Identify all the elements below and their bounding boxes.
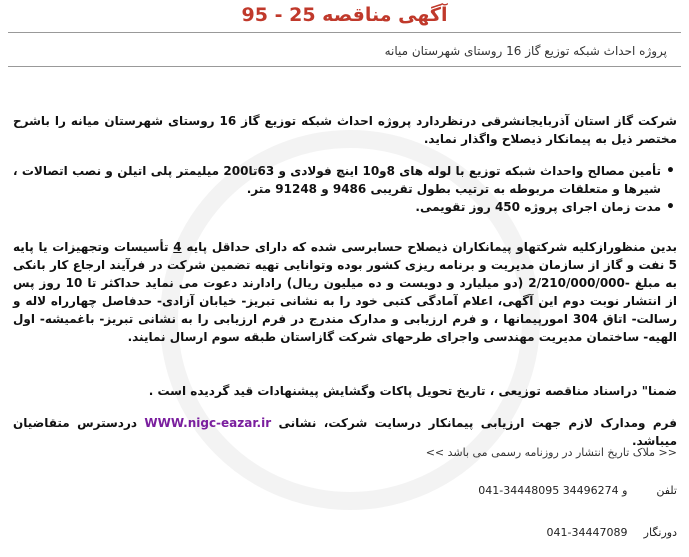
fax-value: 041-34447089	[546, 526, 628, 539]
phone-row	[478, 484, 677, 497]
list-item	[13, 198, 677, 216]
forms-text-start: فرم ومدارک لازم جهت ارزیابی پیمانکار درسایت شرکت، نشانی	[278, 416, 677, 430]
title-divider	[8, 32, 681, 33]
documents-notice: ضمنا" دراسناد مناقصه توزیعی ، تاریخ تحویل پاکات وگشایش پیشنهادات قید گردیده است .	[148, 384, 677, 398]
phone-value: 041-34448095 و 34496274	[478, 484, 628, 497]
scope-list	[13, 162, 677, 216]
eligibility-text-end: تأسیسات وتجهیزات یا پایه 5 نفت و گاز از سازمان مدیریت و برنامه ریزی کشور بوده وتوانایی تهیه تضمین شرکت در فرآیند ارجاع کار بانکی به مبلغ -2/210/000/000 (دو میلیارد و دویست و ده میلیون ریال) رادارند دعوت می نماید حداکثر تا 10 روز پس از انتشار نوبت دوم این آگهی، اعلام آمادگی کتبی خود را به نشانی تبریز- خیابان آزادی- حدفاصل چهارراه لاله و رسالت- اتاق 304 امورپیمانها ، و فرم ارزیابی و مدارک مندرج در فرم ارزیابی را به نشانی تبریز- باغمیشه- اول الهیه- ساختمان مدیریت مهندسی واجرای طرحهای شرکت گازاستان طبقه سوم ارسال نمایند.	[13, 240, 677, 344]
page-title: آگهی مناقصه 25 - 95	[241, 4, 448, 26]
eligibility-grade: 4	[173, 240, 182, 254]
fax-row	[547, 526, 677, 539]
company-website-link[interactable]: WWW.nigc-eazar.ir	[144, 416, 272, 430]
bullet-icon: •	[666, 199, 675, 215]
fax-label: دورنگار	[643, 526, 677, 539]
phone-label: تلفن	[656, 484, 677, 497]
forms-paragraph	[13, 414, 677, 450]
subtitle-divider	[8, 66, 681, 67]
list-item-text: تأمین مصالح واحداث شبکه توزیع با لوله های 8و10 اینچ فولادی و 63تا200 میلیمتر پلی اتیلن و نصب اتصالات ، شیرها و متعلقات مربوطه به ترتیب بطول تقریبی 9486 و 91248 متر.	[13, 164, 662, 196]
forms-text-end: دردسترس متقاضیان میباشد.	[13, 416, 677, 448]
publish-date-note: << ملاک تاریخ انتشار در روزنامه رسمی می باشد >>	[425, 446, 677, 459]
project-subtitle: پروژه احداث شبکه توزیع گاز 16 روستای شهرستان میانه	[384, 44, 667, 58]
eligibility-paragraph	[13, 238, 677, 346]
list-item	[13, 162, 677, 198]
bullet-icon: •	[666, 163, 675, 179]
intro-paragraph: شرکت گاز استان آذربایجانشرقی درنظردارد پروژه احداث شبکه توزیع گاز 16 روستای شهرستان میانه را باشرح مختصر ذیل به پیمانکار ذیصلاح واگذار نماید.	[13, 114, 677, 146]
eligibility-text-start: بدین منظورازکلیه شرکتهاو پیمانکاران ذیصلاح حسابرسی شده که دارای حداقل پایه	[186, 240, 677, 254]
list-item-text: مدت زمان اجرای پروژه 450 روز تقویمی.	[415, 200, 661, 214]
